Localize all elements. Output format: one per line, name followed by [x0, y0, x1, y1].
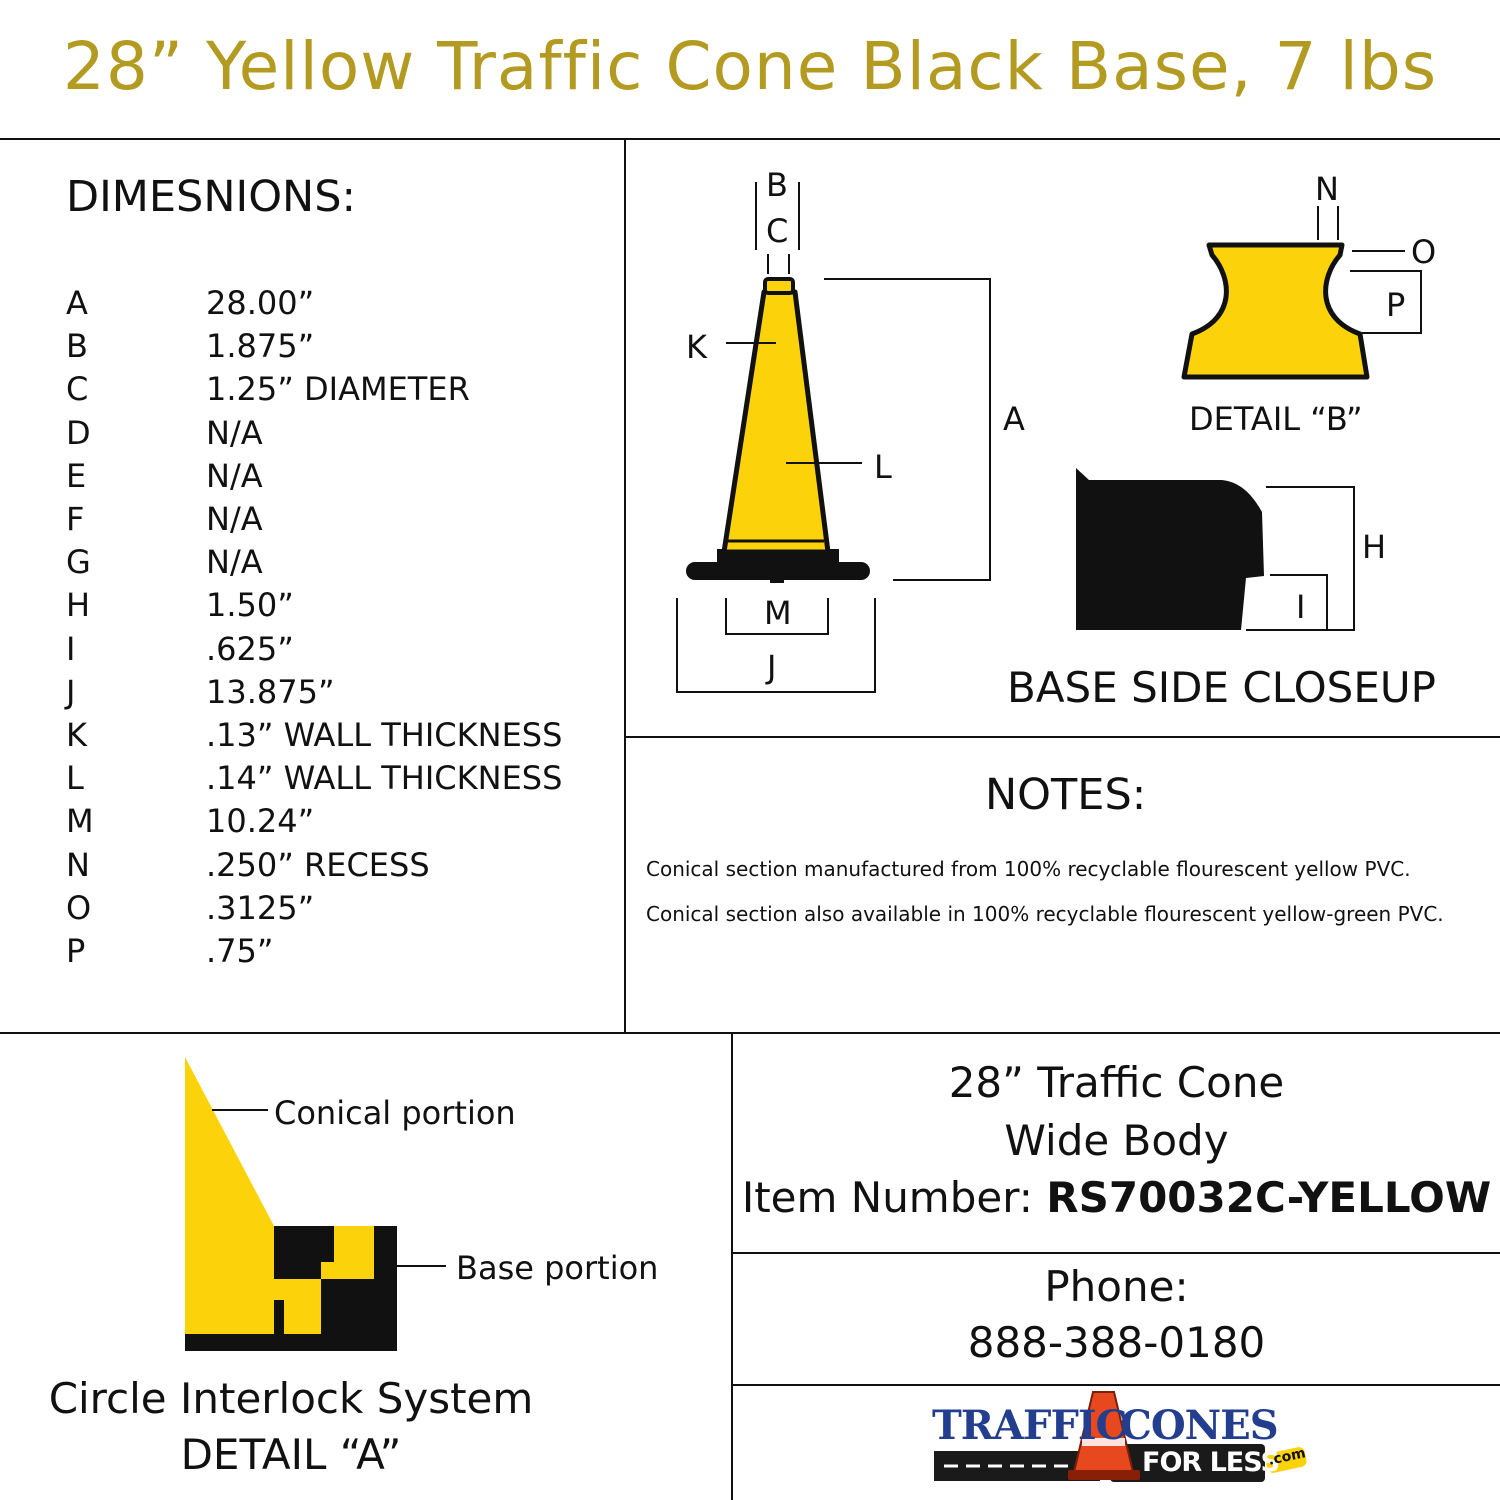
- dimension-value: 28.00”: [206, 284, 315, 322]
- note-line-1: Conical section manufactured from 100% recyclable flourescent yellow PVC.: [646, 857, 1411, 881]
- page-title: 28” Yellow Traffic Cone Black Base, 7 lbs: [62, 28, 1438, 105]
- dimension-key: O: [66, 888, 92, 927]
- dimension-value: .3125”: [206, 888, 315, 927]
- label-p: P: [1386, 286, 1406, 324]
- label-i: I: [1296, 588, 1306, 626]
- item-number-prefix: Item Number:: [741, 1173, 1047, 1222]
- item-number: RS70032C-YELLOW: [1046, 1173, 1492, 1222]
- cone-body-shape: [724, 292, 828, 552]
- dimension-value: 1.875”: [206, 327, 315, 366]
- base-side-drawing: [1076, 468, 1264, 630]
- dimension-key: B: [66, 327, 88, 366]
- dimension-value: .13” WALL THICKNESS: [206, 716, 563, 754]
- phone-label: Phone:: [1044, 1262, 1189, 1311]
- label-n: N: [1315, 170, 1339, 208]
- dimension-value: 13.875”: [206, 672, 335, 711]
- dimension-key: G: [66, 543, 91, 582]
- label-h: H: [1362, 528, 1387, 566]
- cone-tip-shape: [765, 279, 793, 293]
- dimension-value: 10.24”: [206, 802, 315, 841]
- phone-number: 888-388-0180: [967, 1318, 1266, 1367]
- dimension-key: I: [66, 629, 76, 668]
- base-side-caption: BASE SIDE CLOSEUP: [1007, 663, 1436, 712]
- detail-b-drawing: [1184, 245, 1367, 377]
- label-c: C: [766, 212, 789, 250]
- dimension-value: .75”: [206, 932, 274, 970]
- logo-dotcom: .com: [1266, 1445, 1308, 1469]
- dimension-key: C: [66, 370, 89, 409]
- dimensions-heading: DIMESNIONS:: [66, 172, 356, 222]
- base-portion-label: Base portion: [456, 1249, 659, 1287]
- notes-heading: NOTES:: [985, 770, 1147, 820]
- dimension-key: P: [66, 932, 86, 970]
- logo-word-traffic: TRAFFIC: [932, 1402, 1127, 1449]
- dimension-key: J: [66, 672, 76, 711]
- label-a: A: [1003, 400, 1025, 438]
- product-line1: 28” Traffic Cone: [948, 1058, 1285, 1107]
- dimension-value: N/A: [206, 543, 263, 582]
- dimension-key: K: [66, 716, 87, 754]
- detail-a-caption-line2: DETAIL “A”: [180, 1430, 402, 1479]
- dimension-value: 1.25” DIAMETER: [206, 370, 470, 409]
- product-line2: Wide Body: [1004, 1116, 1229, 1165]
- dimension-key: N: [66, 845, 90, 884]
- dimension-value: N/A: [206, 413, 263, 452]
- label-k: K: [686, 328, 707, 366]
- dimension-key: L: [66, 759, 84, 798]
- label-m: M: [764, 594, 792, 632]
- dimension-value: .250” RECESS: [206, 845, 430, 884]
- label-l: L: [874, 448, 892, 486]
- label-j: J: [767, 648, 777, 686]
- dimension-value: N/A: [206, 500, 263, 538]
- label-b: B: [766, 166, 788, 204]
- dimension-value: N/A: [206, 456, 263, 495]
- item-number-line: [733, 1173, 1500, 1222]
- cone-drawing: [686, 279, 870, 583]
- dimension-value: .625”: [206, 629, 294, 668]
- dimension-key: M: [66, 802, 94, 841]
- dimension-key: H: [66, 586, 91, 625]
- label-o: O: [1411, 233, 1437, 271]
- cone-dimension-lines: [677, 182, 990, 692]
- conical-portion-label: Conical portion: [274, 1094, 516, 1132]
- logo-word-cones: CONES: [1120, 1402, 1278, 1449]
- dimension-key: E: [66, 456, 87, 495]
- detail-b-caption: DETAIL “B”: [1189, 400, 1363, 438]
- logo-word-for-less: FOR LESS: [1142, 1447, 1279, 1478]
- note-line-2: Conical section also available in 100% recyclable flourescent yellow-green PVC.: [646, 902, 1444, 926]
- dimension-value: 1.50”: [206, 586, 294, 625]
- dimension-key: A: [66, 284, 88, 322]
- dimension-key: F: [66, 500, 85, 538]
- detail-a-caption-line1: Circle Interlock System: [48, 1374, 534, 1423]
- dimension-value: .14” WALL THICKNESS: [206, 759, 563, 798]
- dimension-key: D: [66, 413, 91, 452]
